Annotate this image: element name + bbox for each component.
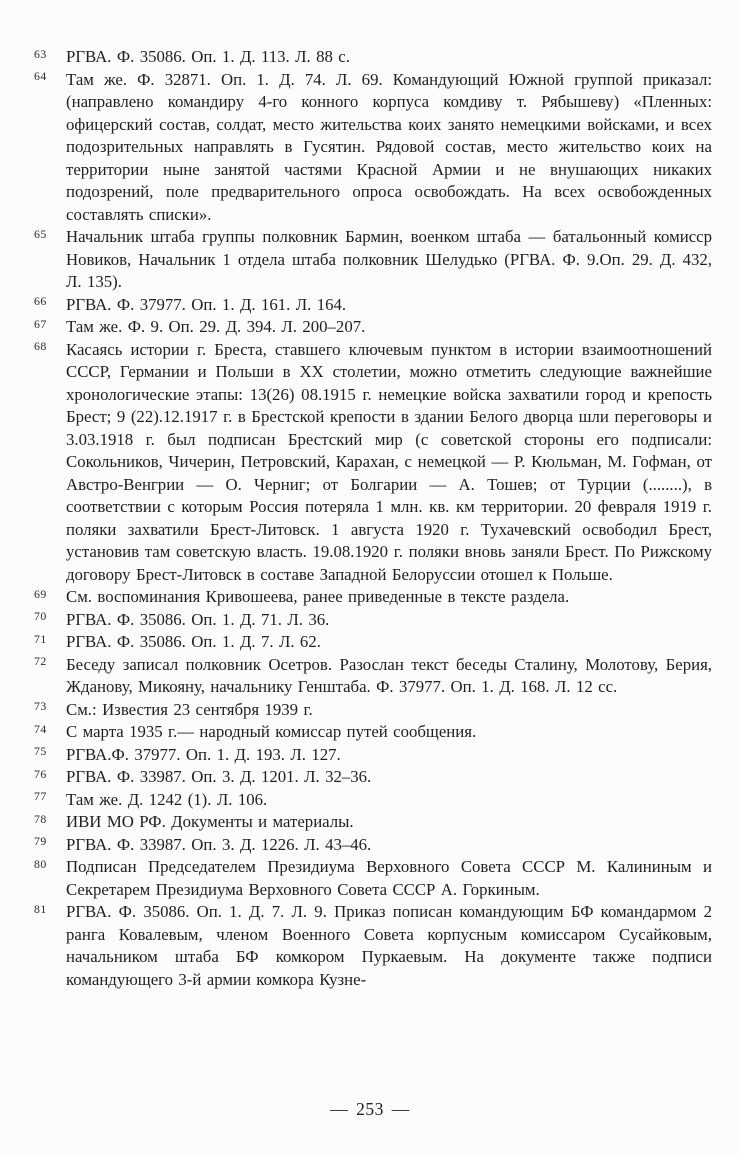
footnote-text: Там же. Ф. 9. Оп. 29. Д. 394. Л. 200–207. <box>66 317 366 336</box>
footnote-number: 78 <box>34 811 47 826</box>
footnote-text: РГВА. Ф. 35086. Оп. 1. Д. 7. Л. 9. Приказ пописан командующим БФ командармом 2 ранга Ковалевым, членом Военного Совета корпусным комиссаром Сусайковым, начальником штаба БФ комкором Пуркаевым. На документе также подписи командующего 3-й армии комкора Кузне- <box>66 902 712 989</box>
footnote-row <box>34 744 712 767</box>
footnote-text: Там же. Д. 1242 (1). Л. 106. <box>66 789 268 809</box>
page-number: — 253 — <box>330 1099 410 1119</box>
footnote-text: РГВА. Ф. 33987. Оп. 3. Д. 1226. Л. 43–46. <box>66 834 372 854</box>
footnote-row <box>34 901 712 991</box>
footnote-row <box>34 766 712 789</box>
footnote-row <box>34 654 712 699</box>
footnote-number: 73 <box>34 699 47 713</box>
footnote-number: 75 <box>34 744 47 758</box>
footnote-number: 70 <box>34 609 47 623</box>
footnote-text: С марта 1935 г.— народный комиссар путей сообщения. <box>66 722 477 741</box>
footnote-row <box>34 834 712 857</box>
footnote-row <box>34 46 712 69</box>
footnote-number: 63 <box>34 46 47 61</box>
footnote-number: 67 <box>34 316 47 331</box>
footnote-number: 80 <box>34 856 47 871</box>
footnote-number: 71 <box>34 631 47 646</box>
footnote-number: 66 <box>34 294 47 308</box>
footnote-number: 69 <box>34 586 47 601</box>
footnote-row <box>34 721 712 744</box>
footnote-row <box>34 609 712 632</box>
footnote-number: 64 <box>34 69 47 83</box>
footnote-row <box>34 789 712 812</box>
footnote-text: РГВА. Ф. 35086. Оп. 1. Д. 113. Л. 88 с. <box>66 47 350 66</box>
footnote-text: ИВИ МО РФ. Документы и материалы. <box>66 812 354 831</box>
footnote-number: 65 <box>34 226 47 241</box>
footnote-number: 77 <box>34 789 47 803</box>
footnote-number: 68 <box>34 339 47 353</box>
footnote-row <box>34 586 712 609</box>
footnote-text: РГВА. Ф. 35086. Оп. 1. Д. 7. Л. 62. <box>66 632 321 651</box>
footnotes-list <box>34 46 712 991</box>
footnote-text: Подписан Председателем Президиума Верховного Совета СССР М. Калининым и Секретарем Президиума Верховного Совета СССР А. Горкиным. <box>66 857 712 899</box>
footnote-text: РГВА. Ф. 35086. Оп. 1. Д. 71. Л. 36. <box>66 609 330 629</box>
footnote-text: Касаясь истории г. Бреста, ставшего ключевым пунктом в истории взаимоотношений СССР, Германии и Польши в XX столетии, можно отметить следующие важнейшие хронологические этапы: 13(26) 08.1915 г. немецкие войска захватили город и крепость Брест; 9 (22).12.1917 г. в Брестской крепости в здании Белого дворца шли переговоры и 3.03.1918 г. был подписан Брестский мир (с советской стороны его подписали: Сокольников, Чичерин, Петровский, Карахан, с немецкой — Р. Кюльман, М. Гофман, от Австро-Венгрии — О. Черниг; от Болгарии — А. Тошев; от Турции (........), в соответствии с которым Россия потеряла 1 млн. кв. км территории. 20 февраля 1919 г. поляки захватили Брест-Литовск. 1 августа 1920 г. Тухачевский освободил Брест, установив там советскую власть. 19.08.1920 г. поляки вновь заняли Брест. По Рижскому договору Брест-Литовск в составе Западной Белоруссии отошел к Польше. <box>66 339 712 584</box>
footnote-row <box>34 316 712 339</box>
footnote-text: См.: Известия 23 сентября 1939 г. <box>66 699 313 719</box>
footnote-row <box>34 631 712 654</box>
footnote-text: РГВА. Ф. 37977. Оп. 1. Д. 161. Л. 164. <box>66 294 347 314</box>
footnote-text: РГВА. Ф. 33987. Оп. 3. Д. 1201. Л. 32–36. <box>66 767 372 786</box>
footnote-row <box>34 69 712 227</box>
footnote-number: 81 <box>34 901 47 916</box>
footnote-text: Там же. Ф. 32871. Оп. 1. Д. 74. Л. 69. Командующий Южной группой приказал: (направлено командиру 4-го конного корпуса комдиву т. Рябышеву) «Пленных: офицерский состав, солдат, место жительства коих занято немецкими войсками, и всех подозрительных направлять в Гусятин. Рядовой состав, место жительство коих на территории ныне занятой частями Красной Армии и не внушающих никаких подозрений, поле предварительного опроса освобождать. На всех освобожденных составлять списки». <box>66 69 712 224</box>
footnote-number: 72 <box>34 654 47 668</box>
footnote-text: Начальник штаба группы полковник Бармин, военком штаба — батальонный комисср Новиков, Начальник 1 отдела штаба полковник Шелудько (РГВА. Ф. 9.Оп. 29. Д. 432, Л. 135). <box>66 227 712 291</box>
footnote-text: РГВА.Ф. 37977. Оп. 1. Д. 193. Л. 127. <box>66 744 341 764</box>
footnote-number: 79 <box>34 834 47 848</box>
footnote-number: 74 <box>34 721 47 736</box>
footnote-text: Беседу записал полковник Осетров. Разослан текст беседы Сталину, Молотову, Берия, Жданову, Микояну, начальнику Генштаба. Ф. 37977. Оп. 1. Д. 168. Л. 12 сс. <box>66 654 712 696</box>
footnote-row <box>34 699 712 722</box>
footnote-row <box>34 294 712 317</box>
footnote-row <box>34 811 712 834</box>
footnote-row <box>34 856 712 901</box>
footnote-text: См. воспоминания Кривошеева, ранее приведенные в тексте раздела. <box>66 587 570 606</box>
footnote-row <box>34 339 712 587</box>
footnote-number: 76 <box>34 766 47 781</box>
footnote-row <box>34 226 712 294</box>
